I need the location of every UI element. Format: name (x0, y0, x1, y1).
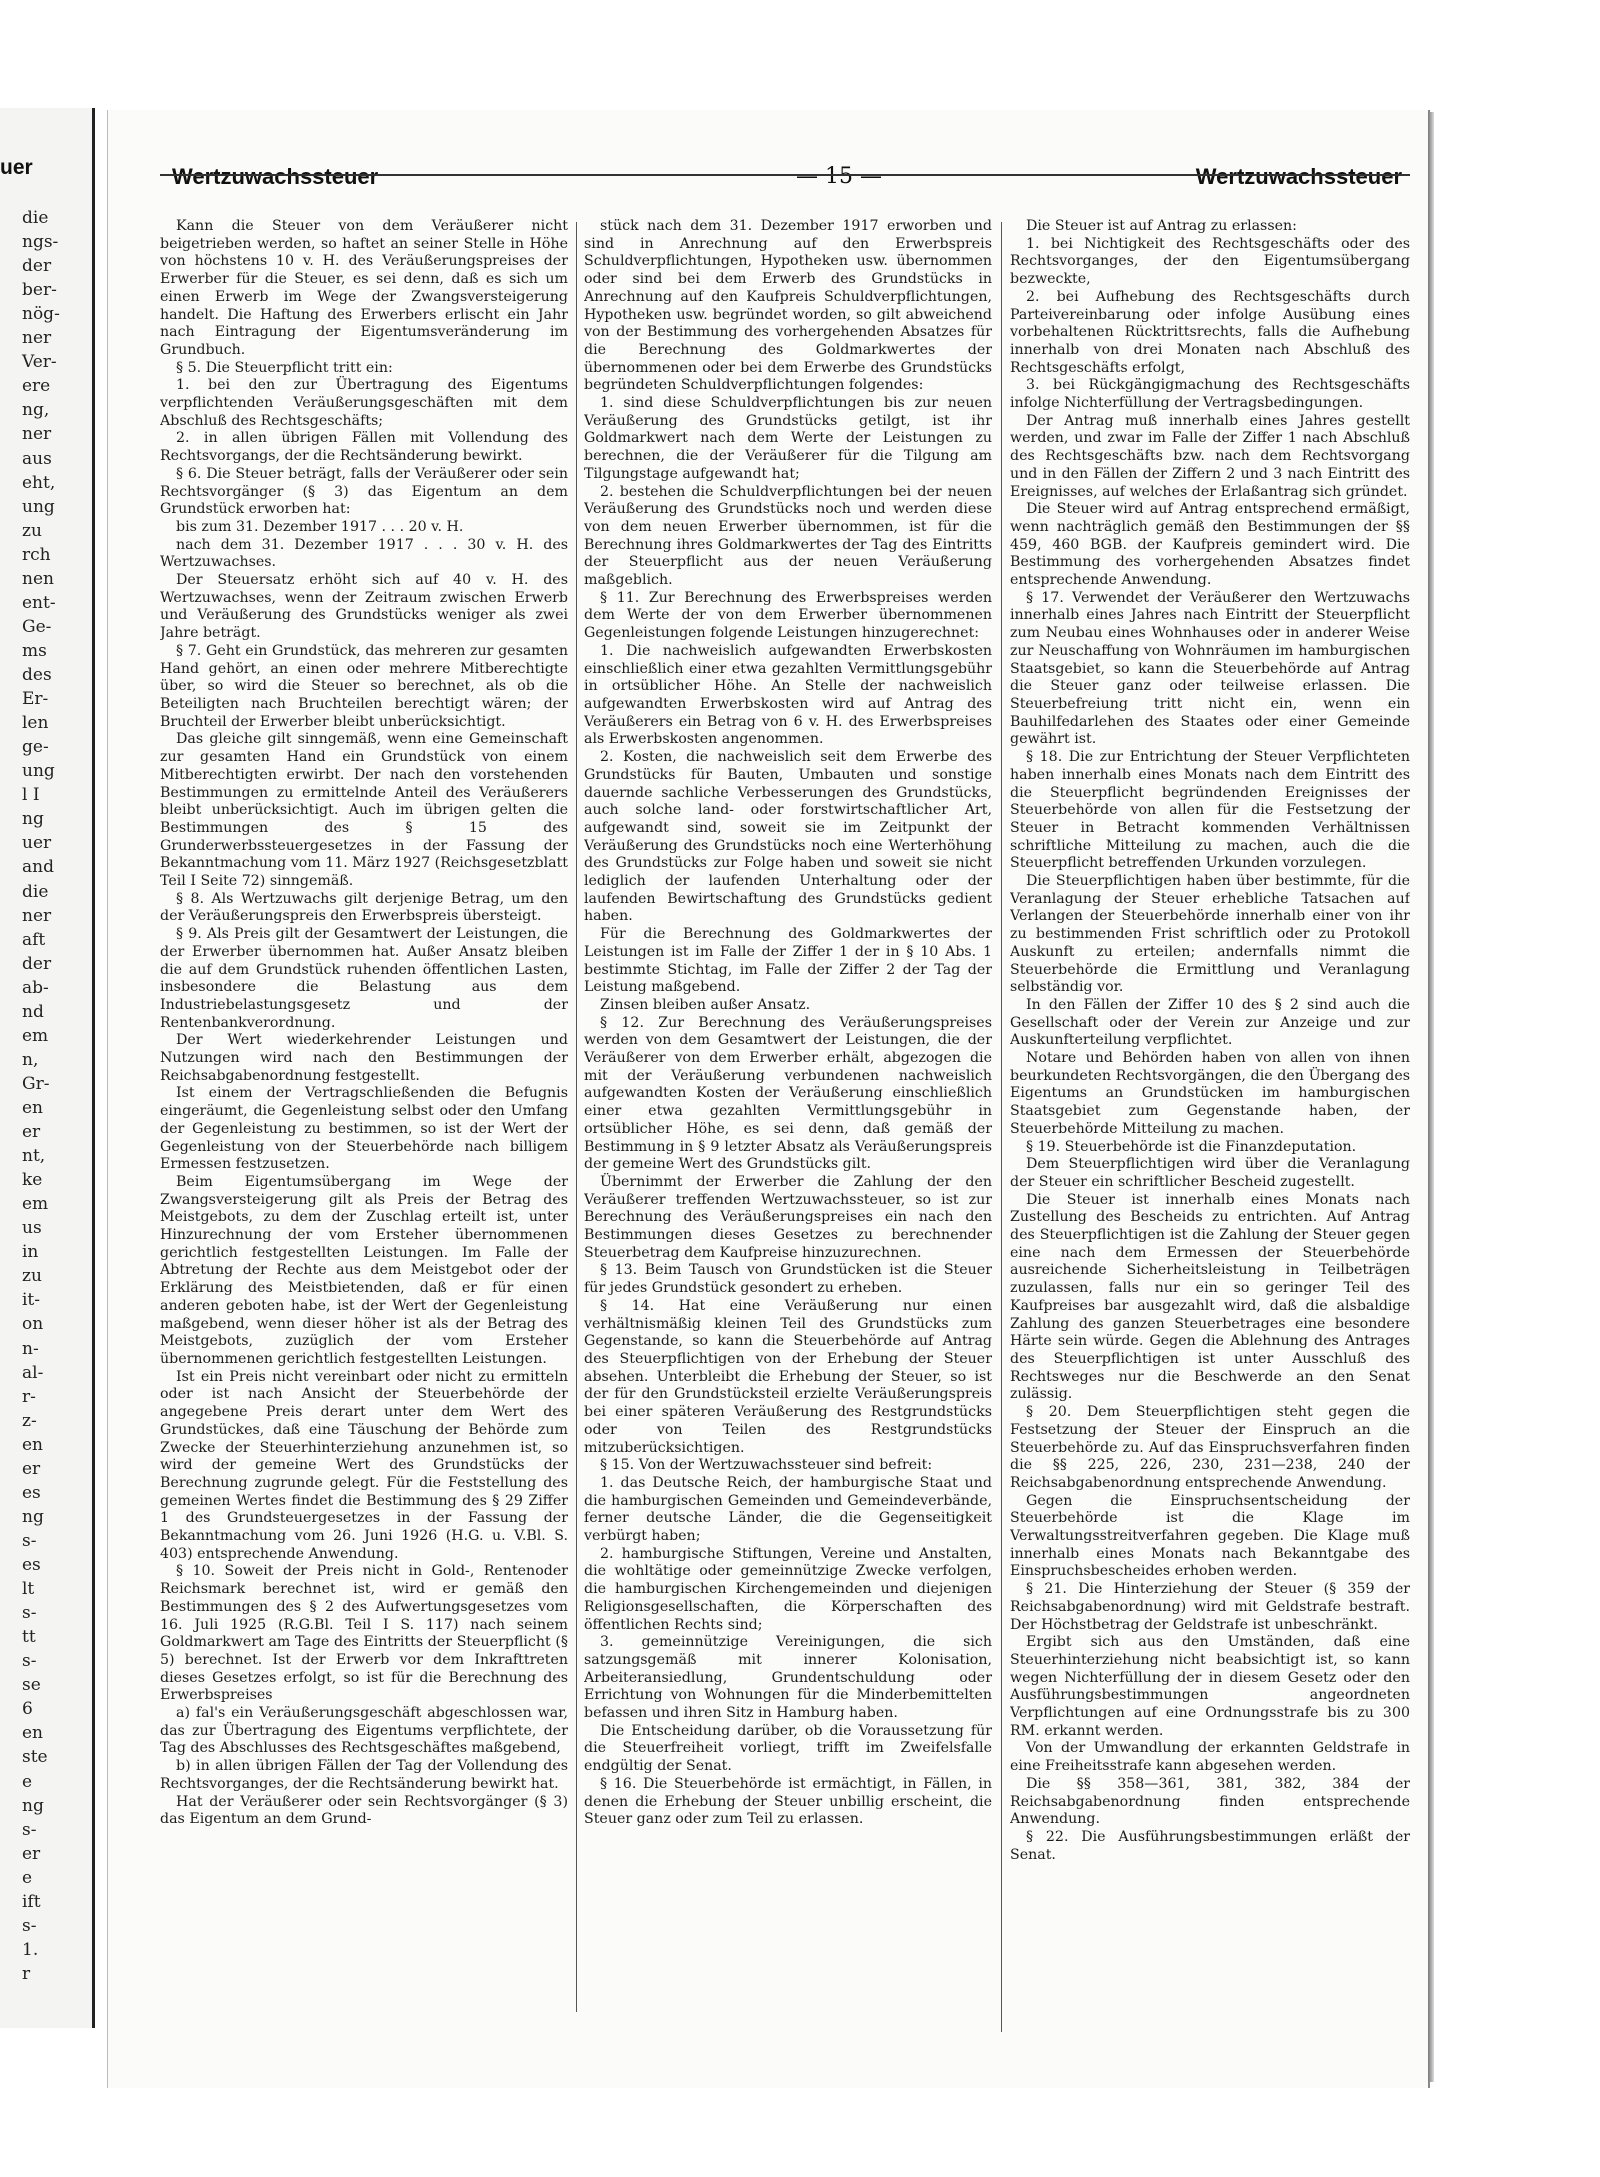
paragraph: 1. Die nachweislich aufgewandten Erwerbskosten einschließlich einer etwa gezahlten Vermittlungsgebühr in ortsüblicher Höhe. An Stelle der nachweislich aufgewandten Erwerbskosten wird auf Antrag des Veräußerers ein Betrag von 6 v. H. des Erwerbspreises als Erwerbskosten angenommen. (584, 642, 992, 748)
paragraph: Kann die Steuer von dem Veräußerer nicht beigetrieben werden, so haftet an seiner Stelle in Höhe von höchstens 10 v. H. des Veräußerungspreises der Erwerber für die Steuer, es sei denn, daß es sich um einen Erwerb im Wege der Zwangsversteigerung handelt. Die Haftung des Erwerbers erlischt ein Jahr nach Eintragung der Eigentumsveränderung im Grundbuch. (160, 218, 568, 358)
paragraph: Das gleiche gilt sinngemäß, wenn eine Gemeinschaft zur gesamten Hand ein Grundstück von einem Mitberechtigten erwirbt. Der nach den vorstehenden Bestimmungen zu ermittelnde Anteil des Veräußerers bleibt unberücksichtigt. Auch im übrigen gelten die Bestimmungen des § 15 des Grunderwerbssteuergesetzes in der Fassung der Bekanntmachung vom 11. März 1927 (Reichsgesetzblatt Teil I Seite 72) sinngemäß. (160, 731, 568, 890)
previous-page-fragment: ift (22, 1891, 41, 1912)
previous-page-fragment: us (22, 1218, 42, 1239)
paragraph: § 18. Die zur Entrichtung der Steuer Verpflichteten haben innerhalb eines Monats nach dem Eintritt des die Steuerpflicht begründenden Ereignisses der Steuerbehörde von allen für die Festsetzung der Steuer in Betracht kommenden Verhältnissen schriftliche Mitteilung zu machen, auch die die Steuerpflicht betreffenden Urkunden vorzulegen. (1010, 749, 1410, 872)
previous-page-fragment: der (22, 256, 52, 277)
previous-page-fragment: rch (22, 544, 51, 565)
header-rule (160, 174, 1410, 176)
paragraph: Die Steuer wird auf Antrag entsprechend ermäßigt, wenn nachträglich gemäß den Bestimmungen der §§ 459, 460 BGB. der Kaufpreis gemindert wird. Die Bestimmung des vorhergehenden Absatzes findet entsprechende Anwendung. (1010, 501, 1410, 589)
previous-page-fragment: er (22, 1843, 41, 1864)
previous-page-fragment: aus (22, 448, 52, 469)
paragraph: § 7. Geht ein Grundstück, das mehreren zur gesamten Hand gehört, an einen oder mehrere Mitberechtigte über, so wird die Steuer so berechnet, als ob die Beteiligten nach Bruchteilen berechtigt wären; der Bruchteil der Erwerber bleibt unberücksichtigt. (160, 642, 568, 730)
previous-page-fragment: s- (22, 1819, 37, 1840)
previous-page-fragment: em (22, 1194, 49, 1215)
previous-page-fragment: ng, (22, 400, 50, 421)
paragraph: 1. bei den zur Übertragung des Eigentums verpflichtenden Veräußerungsgeschäften mit dem Abschluß des Rechtsgeschäfts; (160, 377, 568, 429)
previous-page-fragment: it- (22, 1290, 41, 1311)
text-column-3 (1010, 218, 1410, 2028)
paragraph: 3. bei Rückgängigmachung des Rechtsgeschäfts infolge Nichterfüllung der Vertragsbedingungen. (1010, 377, 1410, 412)
paragraph: Die §§ 358—361, 381, 382, 384 der Reichsabgabenordnung finden entsprechende Anwendung. (1010, 1775, 1410, 1828)
paragraph: § 8. Als Wertzuwachs gilt derjenige Betrag, um den der Veräußerungspreis den Erwerbspreis übersteigt. (160, 890, 568, 925)
paragraph: Hat der Veräußerer oder sein Rechtsvorgänger (§ 3) das Eigentum an dem Grund- (160, 1793, 568, 1828)
previous-page-fragment: ner (22, 905, 52, 926)
previous-page-fragment: aft (22, 929, 46, 950)
paragraph: § 14. Hat eine Veräußerung nur einen verhältnismäßig kleinen Teil des Grundstücks zum Gegenstande, so kann die Steuerbehörde auf Antrag des Steuerpflichtigen von der Erhebung der Steuer absehen. Unterbleibt die Erhebung der Steuer, so ist der für den Grundstücksteil erzielte Veräußerungspreis bei einer späteren Veräußerung des Restgrundstücks oder von Teilen des Restgrundstücks mitzuberücksichtigen. (584, 1297, 992, 1456)
previous-page-fragment: Gr- (22, 1073, 50, 1094)
previous-page-fragment: l I (22, 785, 40, 806)
paragraph: 2. hamburgische Stiftungen, Vereine und Anstalten, die wohltätige oder gemeinnützige Zwecke verfolgen, die hamburgischen Kirchengemeinden und diejenigen Religionsgesellschaften, die Körperschaften des öffentlichen Rechts sind; (584, 1545, 992, 1633)
previous-page-fragment: ge- (22, 737, 49, 758)
paragraph: Von der Umwandlung der erkannten Geldstrafe in eine Freiheitsstrafe kann abgesehen werden. (1010, 1740, 1410, 1775)
paragraph: b) in allen übrigen Fällen der Tag der Vollendung des Rechtsvorganges, der die Rechtsänderung bewirkt hat. (160, 1758, 568, 1792)
paragraph: Ergibt sich aus den Umständen, daß eine Steuerhinterziehung nicht beabsichtigt ist, so kann wegen Nichterfüllung der in diesem Gesetz oder den Ausführungsbestimmungen angeordneten Verpflichtungen auf eine Ordnungsstrafe bis zu 300 RM. erkannt werden. (1010, 1634, 1410, 1739)
paragraph: 2. Kosten, die nachweislich seit dem Erwerbe des Grundstücks für Bauten, Umbauten und sonstige dauernde sachliche Verbesserungen des Grundstücks, auch solche land- oder forstwirtschaftlicher Art, aufgewandt sind, soweit sie im Zeitpunkt der Veräußerung des Grundstücks noch eine Werterhöhung des Grundstücks zur Folge haben und soweit sie nicht lediglich der laufenden Unterhaltung oder der laufenden Bewirtschaftung des Grundstücks gedient haben. (584, 749, 992, 925)
previous-page-fragment: der (22, 953, 52, 974)
paragraph: Zinsen bleiben außer Ansatz. (600, 996, 811, 1013)
paragraph: § 6. Die Steuer beträgt, falls der Veräußerer oder sein Rechtsvorgänger (§ 3) das Eigentum an dem Grundstück erworben hat: (160, 465, 568, 518)
previous-page-fragment: ste (22, 1747, 48, 1768)
paragraph: stück nach dem 31. Dezember 1917 erworben und sind in Anrechnung auf den Erwerbspreis Schuldverpflichtungen, Hypotheken usw. übernommen oder sind bei dem Erwerb des Grundstücks in Anrechnung auf den Kaufpreis Schuldverpflichtungen, Hypotheken usw. begründet worden, so gilt abweichend von der Bestimmung des vorhergehenden Absatzes für die Berechnung des Goldmarkwertes der übernommenen oder bei dem Erwerbe des Grundstücks begründeten Schuldverpflichtungen folgendes: (584, 218, 992, 394)
previous-page-fragment: ung (22, 496, 55, 517)
paragraph: § 9. Als Preis gilt der Gesamtwert der Leistungen, die der Erwerber übernommen hat. Außer Ansatz bleiben die auf dem Grundstück ruhenden öffentlichen Lasten, insbesondere die Belastung aus dem Industriebelastungsgesetz und der Rentenbankverordnung. (160, 926, 568, 1031)
previous-page-fragment: r (22, 1963, 31, 1984)
paragraph: 1. das Deutsche Reich, der hamburgische Staat und die hamburgischen Gemeinden und Gemeindeverbände, ferner deutsche Länder, die die Gegenseitigkeit verbürgt haben; (584, 1474, 992, 1545)
previous-page-fragment: s- (22, 1530, 37, 1551)
paragraph: Notare und Behörden haben von allen von ihnen beurkundeten Rechtsvorgängen, die den Übergang des Eigentums an Grundstücken im hamburgischen Staatsgebiet zum Gegenstande haben, der Steuerbehörde Mitteilung zu machen. (1010, 1050, 1410, 1137)
column-divider (1001, 222, 1002, 2032)
previous-page-fragment: nen (22, 568, 54, 589)
previous-page-fragment: ere (22, 376, 51, 397)
paragraph: 1. sind diese Schuldverpflichtungen bis zur neuen Veräußerung des Grundstücks getilgt, ist ihr Goldmarkwert nach dem Werte der Leistungen zu berechnen, die der Veräußerer für die Tilgung am Tilgungstage aufgewandt hat; (584, 395, 992, 482)
previous-page-fragment: zu (22, 1266, 42, 1287)
previous-page-title: uer (0, 156, 33, 179)
paragraph: Die Steuer ist innerhalb eines Monats nach Zustellung des Bescheids zu entrichten. Auf Antrag des Steuerpflichtigen ist die Zahlung der Steuer gegen eine nach dem Ermessen der Steuerbehörde ausreichende Sicherheitsleistung in Teilbeträgen zuzulassen, falls nur ein so geringer Teil des Kaufpreises bar ausgezahlt wird, daß die alsbaldige Zahlung des ganzen Steuerbetrages eine besondere Härte sein würde. Gegen die Ablehnung des Antrages des Steuerpflichtigen ist unter Ausschluß des Rechtsweges nur die Beschwerde an den Senat zulässig. (1010, 1191, 1410, 1403)
previous-page-fragment: 6 (22, 1699, 33, 1720)
paragraph: § 22. Die Ausführungsbestimmungen erläßt der Senat. (1010, 1828, 1410, 1863)
previous-page-fragment: ner (22, 424, 52, 445)
previous-page-fragment: en (22, 1434, 44, 1455)
previous-page-fragment: uer (22, 833, 52, 854)
previous-page-fragment: ng (22, 809, 44, 830)
text-column-2 (584, 218, 992, 2028)
previous-page-fragment: lt (22, 1579, 35, 1600)
previous-page-fragment: z- (22, 1410, 37, 1431)
previous-page-fragment: Ge- (22, 616, 52, 637)
paragraph: Die Steuerpflichtigen haben über bestimmte, für die Veranlagung der Steuer erhebliche Tatsachen auf Verlangen der Steuerbehörde innerhalb einer von ihr zu bestimmenden Frist schriftlich oder zu Protokoll Auskunft zu erteilen; andernfalls nimmt die Steuerbehörde die Ermittlung und Veranlagung selbständig vor. (1010, 873, 1410, 996)
paragraph: Ist ein Preis nicht vereinbart oder nicht zu ermitteln oder ist nach Ansicht der Steuerbehörde der angegebene Preis derart unter dem Wert des Grundstückes, daß eine Täuschung der Behörde zum Zwecke der Steuerhinterziehung anzunehmen ist, so wird der gemeine Wert des Grundstücks der Berechnung zugrunde gelegt. Für die Feststellung des gemeinen Wertes findet die Bestimmung des § 29 Ziffer 1 des Grundsteuergesetzes in der Fassung der Bekanntmachung vom 26. Juni 1926 (H.G. u. V.Bl. S. 403) entsprechende Anwendung. (160, 1368, 568, 1562)
text-column-1 (160, 218, 568, 2008)
previous-page-fragment: nt, (22, 1146, 46, 1167)
paragraph: Dem Steuerpflichtigen wird über die Veranlagung der Steuer ein schriftlicher Bescheid zugestellt. (1010, 1156, 1410, 1190)
paragraph: § 17. Verwendet der Veräußerer den Wertzuwachs innerhalb eines Jahres nach Eintritt der Steuerpflicht zum Neubau eines Wohnhauses oder in anderer Weise zur Neuschaffung von Wohnräumen im hamburgischen Staatsgebiet, so kann die Steuerbehörde auf Antrag die Steuer ganz oder teilweise erlassen. Die Steuerbefreiung tritt nicht ein, wenn ein Bauhilfedarlehen des Staates oder einer Gemeinde gewährt ist. (1010, 589, 1410, 748)
previous-page-fragment: zu (22, 520, 42, 541)
previous-page-fragment: die (22, 208, 49, 228)
previous-page-fragment: len (22, 713, 49, 734)
page-number: — 15 — (796, 164, 882, 189)
previous-page-fragment: ng (22, 1795, 44, 1816)
paragraph: Übernimmt der Erwerber die Zahlung der den Veräußerer treffenden Wertzuwachssteuer, so ist zur Berechnung des Veräußerungspreises ein nach den Bestimmungen dieses Gesetzes zu berechnender Steuerbetrag dem Kaufpreise hinzuzurechnen. (584, 1173, 992, 1261)
paragraph: 3. gemeinnützige Vereinigungen, die sich satzungsgemäß mit innerer Kolonisation, Arbeiteransiedlung, Grundentschuldung oder Errichtung von Wohnungen für die Minderbemittelten befassen und ihren Sitz in Hamburg haben. (584, 1634, 992, 1722)
previous-page-fragment: des (22, 665, 52, 686)
previous-page-fragment: ms (22, 640, 47, 661)
previous-page-fragment: e (22, 1771, 33, 1792)
previous-page-sliver (0, 108, 95, 2028)
document-page (108, 110, 1428, 2088)
previous-page-fragment: r- (22, 1386, 36, 1407)
previous-page-fragment: al- (22, 1362, 44, 1383)
previous-page-fragment: en (22, 1723, 44, 1744)
previous-page-fragment: s- (22, 1603, 37, 1624)
previous-page-fragment: ber- (22, 280, 57, 301)
previous-page-fragment: eht, (22, 472, 56, 493)
previous-page-fragment: ngs- (22, 232, 59, 253)
previous-page-fragment: ke (22, 1170, 43, 1191)
paragraph: Die Entscheidung darüber, ob die Voraussetzung für die Steuerfreiheit vorliegt, trifft im Zweifelsfalle endgültig der Senat. (584, 1722, 992, 1775)
paragraph: 2. in allen übrigen Fällen mit Vollendung des Rechtsvorgangs, der die Rechtsänderung bewirkt. (160, 430, 568, 465)
previous-page-fragment: ner (22, 328, 52, 349)
paragraph: § 11. Zur Berechnung des Erwerbspreises werden dem Werte der von dem Erwerber übernommenen Gegenleistungen folgende Leistungen hinzugerechnet: (584, 589, 992, 642)
previous-page-fragment: nög- (22, 304, 60, 325)
paragraph: Der Wert wiederkehrender Leistungen und Nutzungen wird nach den Bestimmungen der Reichsabgabenordnung festgestellt. (160, 1032, 568, 1084)
previous-page-fragment: in (22, 1242, 39, 1263)
column-divider (576, 222, 577, 2012)
previous-page-fragment: ng (22, 1506, 44, 1527)
paragraph: Beim Eigentumsübergang im Wege der Zwangsversteigerung gilt als Preis der Betrag des Meistgebots, zu dem der Zuschlag erteilt ist, unter Hinzurechnung der vom Ersteher übernommenen gerichtlich festgestellten Leistungen. Im Falle der Abtretung der Rechte aus dem Meistgebot oder der Erklärung des Meistbietenden, daß er für einen anderen geboten habe, ist der Wert der Gegenleistung maßgebend, wenn dieser höher ist als der Betrag des Meistgebots, zuzüglich der vom Ersteher übernommenen gerichtlich festgestellten Leistungen. (160, 1173, 568, 1367)
paragraph: § 13. Beim Tausch von Grundstücken ist die Steuer für jedes Grundstück gesondert zu erheben. (584, 1262, 992, 1297)
paragraph: § 10. Soweit der Preis nicht in Gold-, Rentenoder Reichsmark berechnet ist, wird er gemäß den Bestimmungen des § 2 des Aufwertungsgesetzes vom 16. Juli 1925 (R.G.Bl. Teil I S. 117) nach seinem Goldmarkwert am Tage des Eintritts der Steuerpflicht (§ 5) berechnet. Ist der Erwerb vor dem Inkrafttreten dieses Gesetzes erfolgt, so ist für die Berechnung des Erwerbspreises (160, 1563, 568, 1704)
running-header-right: Wertzuwachssteuer (1195, 164, 1402, 189)
previous-page-fragment: die (22, 881, 49, 902)
previous-page-fragment: em (22, 1025, 49, 1046)
paragraph: Gegen die Einspruchsentscheidung der Steuerbehörde ist die Klage im Verwaltungsstreitverfahren gegeben. Die Klage muß innerhalb eines Monats nach Bekanntgabe des Einspruchsbescheides erhoben werden. (1010, 1492, 1410, 1580)
paragraph: nach dem 31. Dezember 1917 . . . 30 v. H. des Wertzuwachses. (160, 536, 568, 571)
previous-page-fragment: e (22, 1867, 33, 1888)
previous-page-fragment: s- (22, 1651, 37, 1672)
previous-page-fragment: er (22, 1122, 41, 1143)
paragraph: § 20. Dem Steuerpflichtigen steht gegen die Festsetzung der Steuer der Einspruch an die Steuerbehörde zu. Auf das Einspruchsverfahren finden die §§ 225, 226, 230, 231—238, 240 der Reichsabgabenordnung entsprechende Anwendung. (1010, 1404, 1410, 1491)
paragraph: 2. bei Aufhebung des Rechtsgeschäfts durch Parteivereinbarung oder infolge Ausübung eines vorbehaltenen Rücktrittsrechts, falls die Aufhebung innerhalb von drei Monaten nach Abschluß des Rechtsgeschäfts erfolgt, (1010, 288, 1410, 376)
paragraph: § 5. Die Steuerpflicht tritt ein: (176, 359, 393, 376)
previous-page-fragment: ab- (22, 977, 49, 998)
previous-page-fragment: er (22, 1458, 41, 1479)
previous-page-fragment: es (22, 1555, 41, 1576)
paragraph: § 19. Steuerbehörde ist die Finanzdeputation. (1026, 1138, 1357, 1155)
previous-page-fragment: es (22, 1482, 41, 1503)
previous-page-fragment: tt (22, 1627, 36, 1648)
paragraph: § 16. Die Steuerbehörde ist ermächtigt, in Fällen, in denen die Erhebung der Steuer unbillig erscheint, die Steuer ganz oder zum Teil zu erlassen. (584, 1775, 992, 1828)
paragraph: 1. bei Nichtigkeit des Rechtsgeschäfts oder des Rechtsvorganges, der den Eigentumsübergang bezweckte, (1010, 235, 1410, 288)
paragraph: Der Steuersatz erhöht sich auf 40 v. H. des Wertzuwachses, wenn der Zeitraum zwischen Erwerb und Veräußerung des Grundstücks weniger als zwei Jahre beträgt. (160, 572, 568, 642)
previous-page-fragment: Ver- (22, 352, 57, 373)
previous-page-fragment: on (22, 1314, 44, 1335)
previous-page-fragment: n, (22, 1049, 39, 1070)
previous-page-fragment: en (22, 1098, 44, 1118)
paragraph: § 21. Die Hinterziehung der Steuer (§ 359 der Reichsabgabenordnung) wird mit Geldstrafe bestraft. Der Höchstbetrag der Geldstrafe ist unbeschränkt. (1010, 1581, 1410, 1633)
previous-page-fragment: ung (22, 761, 55, 782)
previous-page-fragment: nd (22, 1001, 44, 1022)
paragraph: bis zum 31. Dezember 1917 . . . 20 v. H. (176, 518, 464, 535)
previous-page-fragment: 1. (22, 1939, 39, 1960)
paragraph: Für die Berechnung des Goldmarkwertes der Leistungen ist im Falle der Ziffer 1 der in § 10 Abs. 1 bestimmte Stichtag, im Falle der Ziffer 2 der Tag der Leistung maßgebend. (584, 926, 992, 996)
paragraph: 2. bestehen die Schuldverpflichtungen bei der neuen Veräußerung des Grundstücks noch und werden diese von dem neuen Erwerber übernommen, ist für die Berechnung ihres Goldmarkwertes der Tag des Eintritts der Steuerpflicht aus der neuen Veräußerung maßgeblich. (584, 483, 992, 589)
paragraph: § 15. Von der Wertzuwachssteuer sind befreit: (600, 1457, 933, 1474)
paragraph: a) fal's ein Veräußerungsgeschäft abgeschlossen war, das zur Übertragung des Eigentums verpflichtete, der Tag des Abschlusses des Rechtsgeschäftes maßgebend, (160, 1705, 568, 1757)
previous-page-fragment: n- (22, 1338, 39, 1359)
previous-page-fragment: s- (22, 1915, 37, 1936)
previous-page-fragment: se (22, 1675, 41, 1696)
paragraph: Der Antrag muß innerhalb eines Jahres gestellt werden, und zwar im Falle der Ziffer 1 nach Abschluß des Rechtsgeschäfts bzw. nach dem Rechtsvorgang und in den Fällen der Ziffern 2 und 3 nach Eintritt des Ereignisses, auf welches der Erlaßantrag sich gründet. (1010, 412, 1410, 500)
paragraph: Die Steuer ist auf Antrag zu erlassen: (1026, 218, 1297, 234)
page-edge-shadow (1428, 112, 1434, 2082)
paragraph: § 12. Zur Berechnung des Veräußerungspreises werden von dem Gesamtwert der Leistungen, die der Veräußerer von dem Erwerber erhält, abgezogen die mit der Veräußerung verbundenen nachweislich aufgewandten Kosten der Veräußerung einschließlich einer etwa gezahlten Vermittlungsgebühr in ortsüblicher Höhe, es sei denn, daß gemäß der Bestimmung in § 9 letzter Absatz als Veräußerungspreis der gemeine Wert des Grundstücks gilt. (584, 1014, 992, 1173)
previous-page-fragment: and (22, 857, 54, 878)
paragraph: In den Fällen der Ziffer 10 des § 2 sind auch die Gesellschaft oder der Verein zur Anzeige und zur Auskunfterteilung verpflichtet. (1010, 996, 1410, 1049)
previous-page-fragment: ent- (22, 592, 56, 613)
previous-page-fragment: Er- (22, 689, 49, 710)
running-header-left: Wertzuwachssteuer (172, 164, 379, 189)
paragraph: Ist einem der Vertragschließenden die Befugnis eingeräumt, die Gegenleistung selbst oder den Umfang der Gegenleistung zu bestimmen, so ist der Wert der Gegenleistung von der Steuerbehörde nach billigem Ermessen festzusetzen. (160, 1085, 568, 1173)
